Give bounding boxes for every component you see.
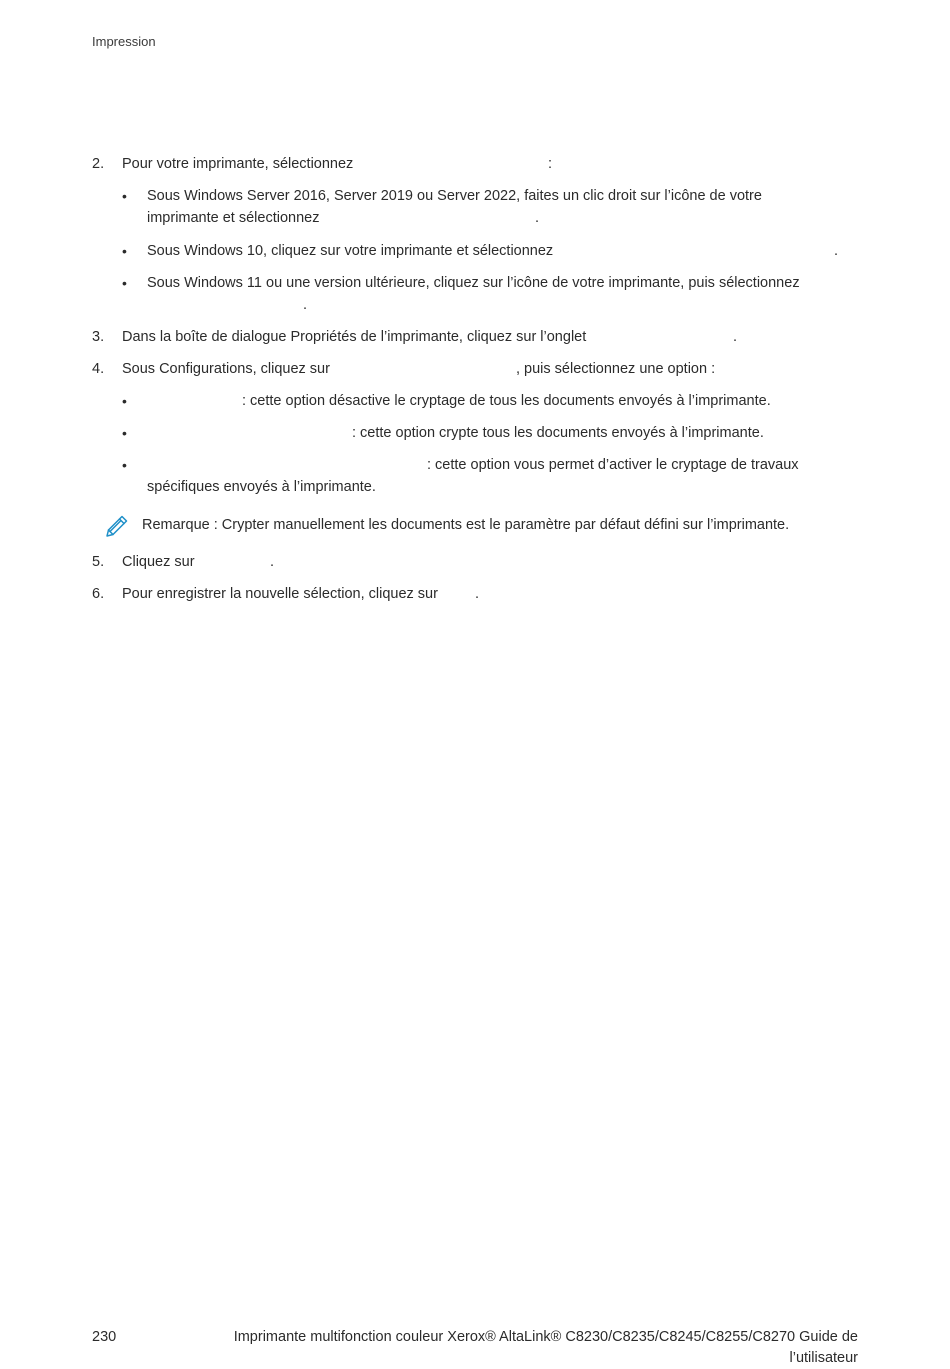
pencil-icon [104, 513, 130, 539]
bullet-dot: • [122, 275, 127, 291]
bullet-text-tail: . [834, 243, 839, 259]
step-number: 2. [92, 156, 105, 172]
bullet-dot: • [122, 457, 127, 473]
note-text: Remarque : Crypter manuellement les documents est le paramètre par défaut défini sur l’imprimante. [142, 517, 790, 533]
bullet-text: : cette option vous permet d’activer le cryptage de travaux [427, 457, 799, 473]
bullet-dot: • [122, 243, 127, 259]
step-text: Cliquez sur [122, 554, 195, 570]
step-text-tail: , puis sélectionnez une option : [516, 361, 716, 377]
step-text-tail: . [733, 329, 738, 345]
bullet-text: Sous Windows Server 2016, Server 2019 ou Server 2022, faites un clic droit sur l’icône de votre [147, 188, 762, 204]
bullet-text: imprimante et sélectionnez [147, 210, 320, 226]
step-text-tail: : [548, 156, 553, 172]
bullet-dot: • [122, 425, 127, 441]
bullet-text: : cette option désactive le cryptage de tous les documents envoyés à l’imprimante. [242, 393, 771, 409]
step-text-tail: . [270, 554, 275, 570]
step-number: 4. [92, 361, 105, 377]
footer-title-line: l’utilisateur [789, 1350, 858, 1366]
step-text: Pour enregistrer la nouvelle sélection, cliquez sur [122, 586, 438, 602]
bullet-dot: • [122, 188, 127, 204]
step-text-tail: . [475, 586, 480, 602]
bullet-text: spécifiques envoyés à l’imprimante. [147, 479, 376, 495]
step-text: Dans la boîte de dialogue Propriétés de l’imprimante, cliquez sur l’onglet [122, 329, 587, 345]
step-text: Sous Configurations, cliquez sur [122, 361, 330, 377]
bullet-text: : cette option crypte tous les documents envoyés à l’imprimante. [352, 425, 764, 441]
footer-title-line: Imprimante multifonction couleur Xerox® AltaLink® C8230/C8235/C8245/C8255/C8270 Guide de [233, 1329, 858, 1345]
bullet-dot: • [122, 393, 127, 409]
step-number: 3. [92, 329, 105, 345]
bullet-text: Sous Windows 11 ou une version ultérieure, cliquez sur l’icône de votre imprimante, puis sélectionnez [147, 275, 800, 291]
footer-title [158, 1327, 858, 1369]
bullet-text-tail: . [303, 297, 308, 313]
bullet-text: Sous Windows 10, cliquez sur votre imprimante et sélectionnez [147, 243, 554, 259]
bullet-text-tail: . [535, 210, 540, 226]
running-header: Impression [92, 34, 156, 49]
step-text: Pour votre imprimante, sélectionnez [122, 156, 354, 172]
step-number: 5. [92, 554, 105, 570]
step-number: 6. [92, 586, 105, 602]
page-number: 230 [92, 1329, 117, 1345]
